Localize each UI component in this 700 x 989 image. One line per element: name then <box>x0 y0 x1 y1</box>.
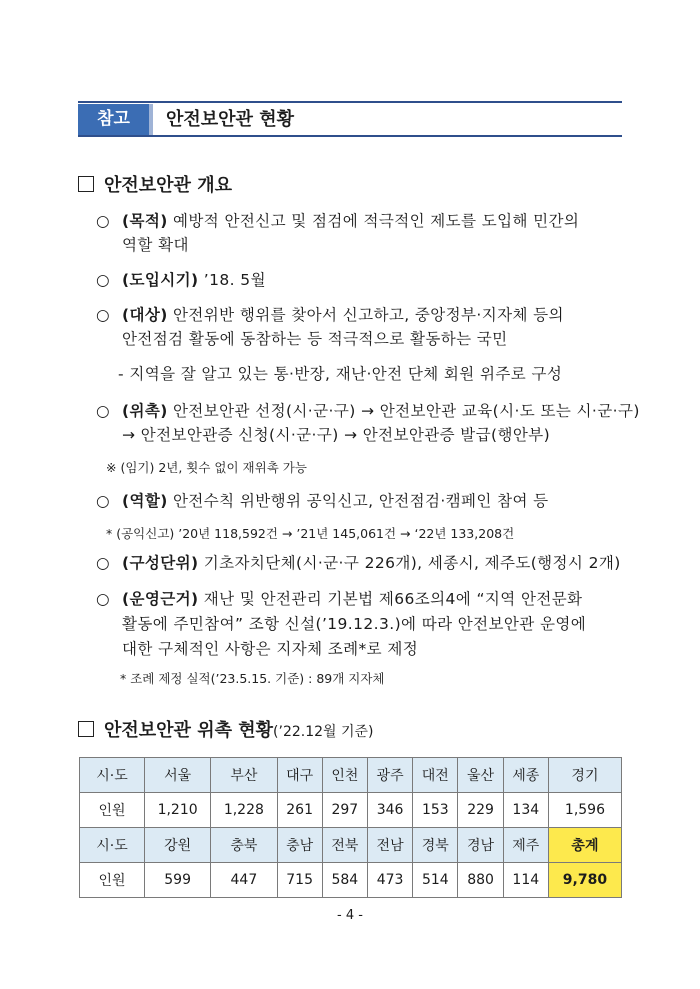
item-target-cont: 안전점검 활동에 동참하는 등 적극적으로 활동하는 국민 <box>122 330 508 348</box>
item-role-note: * (공익신고) ’20년 118,592건 → ’21년 145,061건 → ‘22년 133,208건 <box>106 526 515 541</box>
page-title: 안전보안관 현황 <box>166 109 294 130</box>
item-unit: ○ (구성단위) 기초자치단체(시·군·구 226개), 세종시, 제주도(행정시 2개) <box>96 554 621 572</box>
header-bottom-rule <box>78 135 622 137</box>
table-row <box>80 758 622 793</box>
table-cell: 880 <box>458 863 503 898</box>
table-cell: 473 <box>367 863 412 898</box>
item-purpose: ○ (목적) 예방적 안전신고 및 점검에 적극적인 제도를 도입해 민간의 <box>96 212 580 230</box>
table-cell: 447 <box>211 863 277 898</box>
appointment-status-table <box>79 757 622 898</box>
item-basis: ○ (운영근거) 재난 및 안전관리 기본법 제66조의4에 “지역 안전문화 <box>96 590 583 608</box>
table-row <box>80 863 622 898</box>
table-cell: 충남 <box>277 828 322 863</box>
table-row-label: 인원 <box>80 793 145 828</box>
circle-bullet-icon: ○ <box>96 306 110 324</box>
table-cell: 514 <box>413 863 458 898</box>
circle-bullet-icon: ○ <box>96 554 110 572</box>
table-cell: 인천 <box>322 758 367 793</box>
table-cell: 충북 <box>211 828 277 863</box>
header-separator <box>149 104 153 135</box>
item-purpose-cont: 역할 확대 <box>122 236 189 254</box>
table-cell-total-label: 총계 <box>548 828 621 863</box>
checkbox-square-icon <box>78 176 94 192</box>
reference-tag: 참고 <box>78 104 149 135</box>
header-top-rule <box>78 101 622 103</box>
table-cell: 599 <box>145 863 211 898</box>
table-cell: 1,596 <box>548 793 621 828</box>
table-cell: 전북 <box>322 828 367 863</box>
table-row-label: 인원 <box>80 863 145 898</box>
circle-bullet-icon: ○ <box>96 271 110 289</box>
table-cell: 제주 <box>503 828 548 863</box>
table-cell: 134 <box>503 793 548 828</box>
table-row-label: 시·도 <box>80 828 145 863</box>
table-cell: 1,228 <box>211 793 277 828</box>
item-intro: ○ (도입시기) ’18. 5월 <box>96 271 266 289</box>
table-cell: 경기 <box>548 758 621 793</box>
item-role: ○ (역할) 안전수칙 위반행위 공익신고, 안전점검·캠페인 참여 등 <box>96 492 549 510</box>
circle-bullet-icon: ○ <box>96 492 110 510</box>
page-number: - 4 - <box>337 908 363 923</box>
table-cell: 346 <box>367 793 412 828</box>
table-cell-total-value: 9,780 <box>548 863 621 898</box>
table-row <box>80 828 622 863</box>
table-cell: 세종 <box>503 758 548 793</box>
table-cell: 경남 <box>458 828 503 863</box>
table-row <box>80 793 622 828</box>
table-cell: 전남 <box>367 828 412 863</box>
item-appoint: ○ (위촉) 안전보안관 선정(시·군·구) → 안전보안관 교육(시·도 또는 시·군·구) <box>96 402 640 420</box>
table-cell: 114 <box>503 863 548 898</box>
table-cell: 715 <box>277 863 322 898</box>
table-cell: 297 <box>322 793 367 828</box>
table-cell: 대전 <box>413 758 458 793</box>
circle-bullet-icon: ○ <box>96 590 110 608</box>
table-cell: 153 <box>413 793 458 828</box>
table-cell: 강원 <box>145 828 211 863</box>
circle-bullet-icon: ○ <box>96 212 110 230</box>
item-basis-cont-1: 활동에 주민참여” 조항 신설(’19.12.3.)에 따라 안전보안관 운영에 <box>122 615 587 633</box>
item-appoint-cont: → 안전보안관증 신청(시·군·구) → 안전보안관증 발급(행안부) <box>122 426 551 444</box>
item-appoint-note: ※ (임기) 2년, 횟수 없이 재위촉 가능 <box>106 460 307 475</box>
table-cell: 부산 <box>211 758 277 793</box>
table-cell: 229 <box>458 793 503 828</box>
table-cell: 울산 <box>458 758 503 793</box>
table-cell: 584 <box>322 863 367 898</box>
circle-bullet-icon: ○ <box>96 402 110 420</box>
table-cell: 1,210 <box>145 793 211 828</box>
item-target: ○ (대상) 안전위반 행위를 찾아서 신고하고, 중앙정부·지자체 등의 <box>96 306 564 324</box>
table-cell: 서울 <box>145 758 211 793</box>
section-status-title: 안전보안관 위촉 현황(’22.12월 기준) <box>78 716 374 742</box>
table-row-label: 시·도 <box>80 758 145 793</box>
checkbox-square-icon <box>78 721 94 737</box>
table-cell: 대구 <box>277 758 322 793</box>
table-cell: 경북 <box>413 828 458 863</box>
item-basis-note: * 조례 제정 실적(’23.5.15. 기준) : 89개 지자체 <box>120 671 385 686</box>
section-header <box>78 101 622 137</box>
section-overview-title: 안전보안관 개요 <box>78 171 232 197</box>
table-cell: 광주 <box>367 758 412 793</box>
item-basis-cont-2: 대한 구체적인 사항은 지자체 조례*로 제정 <box>122 640 419 658</box>
item-target-sub: - 지역을 잘 알고 있는 통·반장, 재난·안전 단체 회원 위주로 구성 <box>118 365 563 383</box>
table-cell: 261 <box>277 793 322 828</box>
